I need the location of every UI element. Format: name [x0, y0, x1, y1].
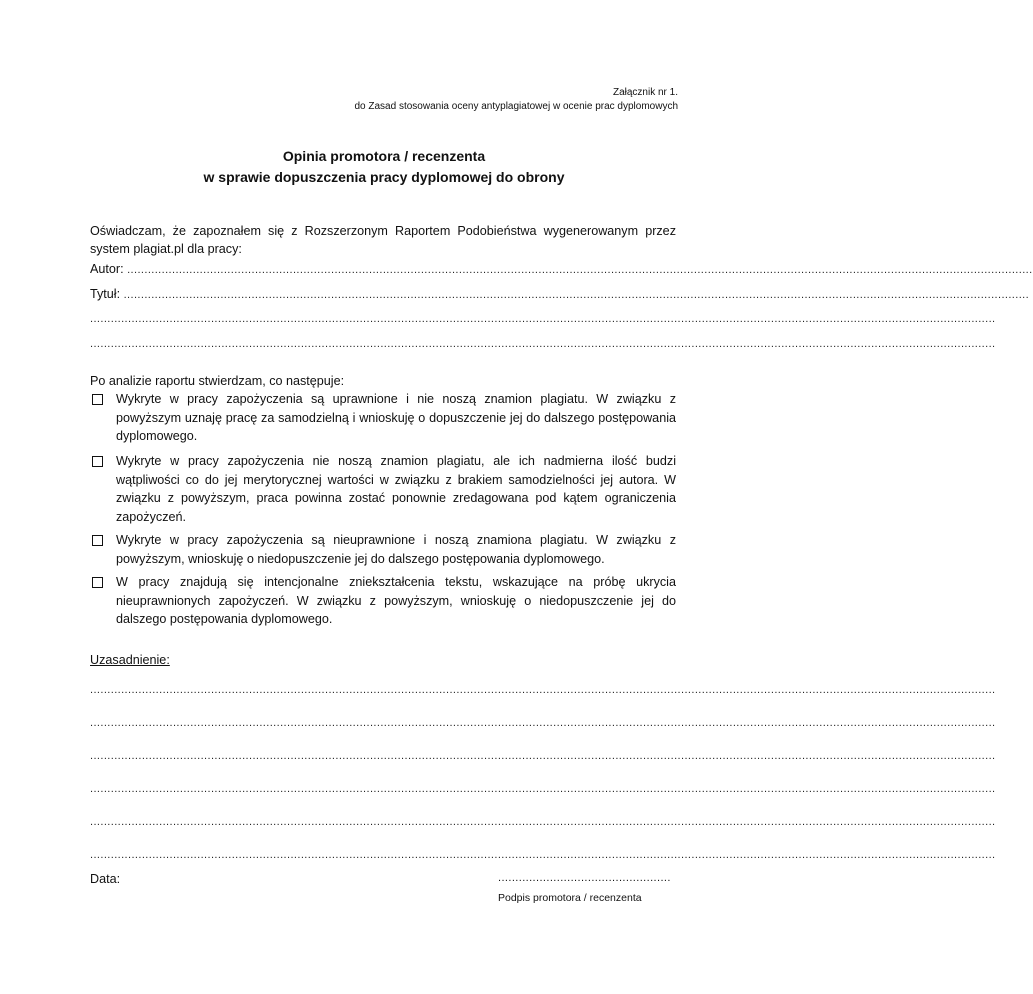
justification-line-1: ...................................................................................................................................................................................................................................................................... — [90, 684, 996, 696]
author-field — [90, 262, 1033, 276]
declaration-text: Oświadczam, że zapoznałem się z Rozszerzonym Raportem Podobieństwa wygenerowanym przez system plagiat.pl dla pracy: — [90, 224, 676, 256]
document-title — [0, 146, 768, 188]
title-continuation-line-1: ...................................................................................................................................................................................................................................................................... — [90, 313, 996, 325]
option-4-text: W pracy znajdują się intencjonalne zniekształcenia tekstu, wskazujące na próbę ukrycia nieuprawnionych zapożyczeń. W związku z powyższym, wnioskuję o niedopuszczenie jej do dalszego postępowania dyplomowego. — [116, 575, 676, 626]
justification-line-6: ...................................................................................................................................................................................................................................................................... — [90, 849, 996, 861]
justification-line-2: ...................................................................................................................................................................................................................................................................... — [90, 717, 996, 729]
option-1 — [90, 390, 676, 446]
option-3 — [90, 531, 676, 568]
title-line-1: Opinia promotora / recenzenta — [282, 148, 486, 164]
title-dots: ...................................................................................................................................................................................................................................................................... — [123, 289, 1030, 301]
justification-line-3: ...................................................................................................................................................................................................................................................................... — [90, 750, 996, 762]
option-2 — [90, 452, 676, 526]
justification-label: Uzasadnienie: — [90, 653, 170, 667]
annex-number: Załącznik nr 1. — [612, 87, 678, 98]
title-line-2: w sprawie dopuszczenia pracy dyplomowej do obrony — [203, 169, 565, 185]
annex-reference: do Zasad stosowania oceny antyplagiatowej w ocenie prac dyplomowych — [354, 101, 678, 112]
title-label: Tytuł: — [90, 287, 121, 301]
signature-label: Podpis promotora / recenzenta — [498, 892, 642, 904]
checkbox-4[interactable] — [92, 577, 103, 588]
date-label: Data: — [90, 872, 121, 886]
signature-line: .................................................. — [498, 872, 671, 884]
option-3-text: Wykryte w pracy zapożyczenia są nieuprawnione i noszą znamiona plagiatu. W związku z powyższym, wnioskuję o niedopuszczenie jej do dalszego postępowania dyplomowego. — [116, 533, 676, 566]
checkbox-1[interactable] — [92, 394, 103, 405]
annex-header — [354, 86, 678, 114]
author-label: Autor: — [90, 262, 124, 276]
option-2-text: Wykryte w pracy zapożyczenia nie noszą znamion plagiatu, ale ich nadmierna ilość budzi wątpliwości co do jej merytorycznej wartości w związku z brakiem samodzielności jej autora. W związku z powyższym, praca powinna zostać ponownie zredagowana pod kątem ograniczenia zapożyczeń. — [116, 454, 676, 524]
justification-line-4: ...................................................................................................................................................................................................................................................................... — [90, 783, 996, 795]
author-dots: ...................................................................................................................................................................................................................................................................... — [127, 264, 1033, 276]
analysis-intro: Po analizie raportu stwierdzam, co następuje: — [90, 374, 345, 388]
title-continuation-line-2: ...................................................................................................................................................................................................................................................................... — [90, 338, 996, 350]
option-4 — [90, 573, 676, 629]
checkbox-3[interactable] — [92, 535, 103, 546]
title-field — [90, 287, 1030, 301]
justification-line-5: ...................................................................................................................................................................................................................................................................... — [90, 816, 996, 828]
checkbox-2[interactable] — [92, 456, 103, 467]
option-1-text: Wykryte w pracy zapożyczenia są uprawnione i nie noszą znamion plagiatu. W związku z powyższym uznaję pracę za samodzielną i wnioskuję o dopuszczenie jej do dalszego postępowania dyplomowego. — [116, 392, 676, 443]
